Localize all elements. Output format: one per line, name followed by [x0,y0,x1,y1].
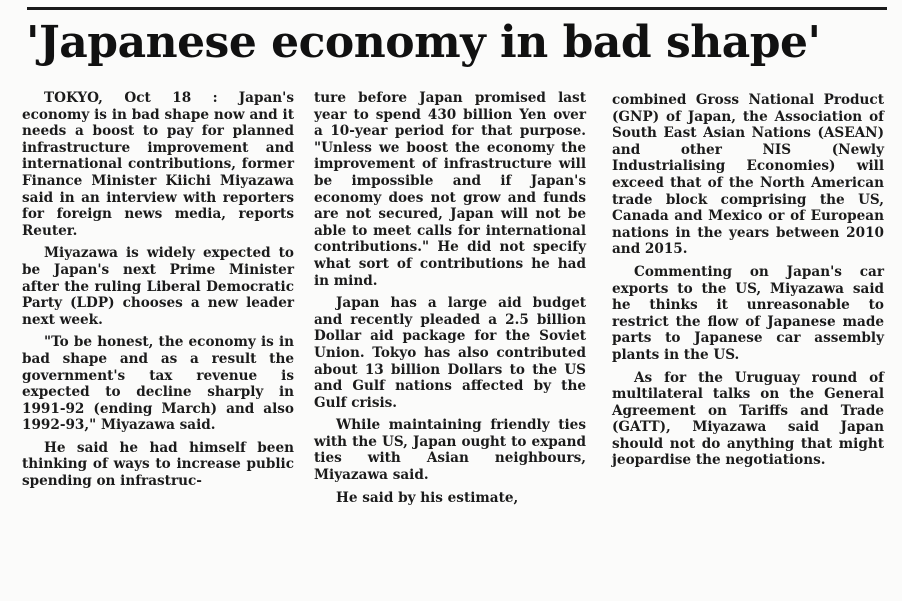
paragraph-9: As for the Uruguay round of multilateral talks on the General Agreement on Tariffs and Trade (GATT), Miyazawa said Japan should not do anything that might jeopardise the negotiations. [612,369,884,469]
paragraph-1 [22,90,294,239]
column-1 [22,90,294,496]
paragraph-6: While maintaining friendly ties with the US, Japan ought to expand ties with Asian neighbours, Miyazawa said. [314,417,586,484]
paragraph-7-start: He said by his estimate, [336,489,519,506]
top-rule [27,7,887,10]
headline: 'Japanese economy in bad shape' [26,17,821,68]
paragraph-4-continued: ture before Japan promised last year to spend 430 billion Yen over a 10-year period for that purpose. "Unless we boost the economy the improvement of infrastructure will be impossible and if Japan's economy does not grow and funds are not secured, Japan will not be able to meet calls for international contributions." He did not specify what sort of contributions he had in mind. [314,90,586,289]
paragraph-7-continued: combined Gross National Product (GNP) of Japan, the Association of South East Asian Nations (ASEAN) and other NIS (Newly Industrialising Economies) will exceed that of the North American trade block comprising the US, Canada and Mexico or of European nations in the years between 2010 and 2015. [612,92,884,258]
paragraph-8: Commenting on Japan's car exports to the US, Miyazawa said he thinks it unreasonable to restrict the flow of Japanese made parts to Japanese car assembly plants in the US. [612,263,884,363]
paragraph-3: "To be honest, the economy is in bad shape and as a result the government's tax revenue is expected to decline sharply in 1991-92 (ending March) and also 1992-93," Miyazawa said. [22,334,294,434]
dateline: TOKYO, Oct 18 : [44,90,218,106]
paragraph-2: Miyazawa is widely expected to be Japan's next Prime Minister after the ruling Liberal Democratic Party (LDP) chooses a new leader next week. [22,245,294,328]
column-2 [314,90,586,512]
column-3 [612,92,884,475]
paragraph-5: Japan has a large aid budget and recently pleaded a 2.5 billion Dollar aid package for the Soviet Union. Tokyo has also contributed about 13 billion Dollars to the US and Gulf nations affected by the Gulf crisis. [314,295,586,411]
paragraph-1-text: Japan's economy is in bad shape now and it needs a boost to pay for planned infrastructure improvement and international contributions, former Finance Minister Kiichi Miyazawa said in an interview with reporters for foreign news media, reports Reuter. [22,90,295,239]
paragraph-4-start: He said he had himself been thinking of ways to increase public spending on infrastruc- [22,439,294,490]
